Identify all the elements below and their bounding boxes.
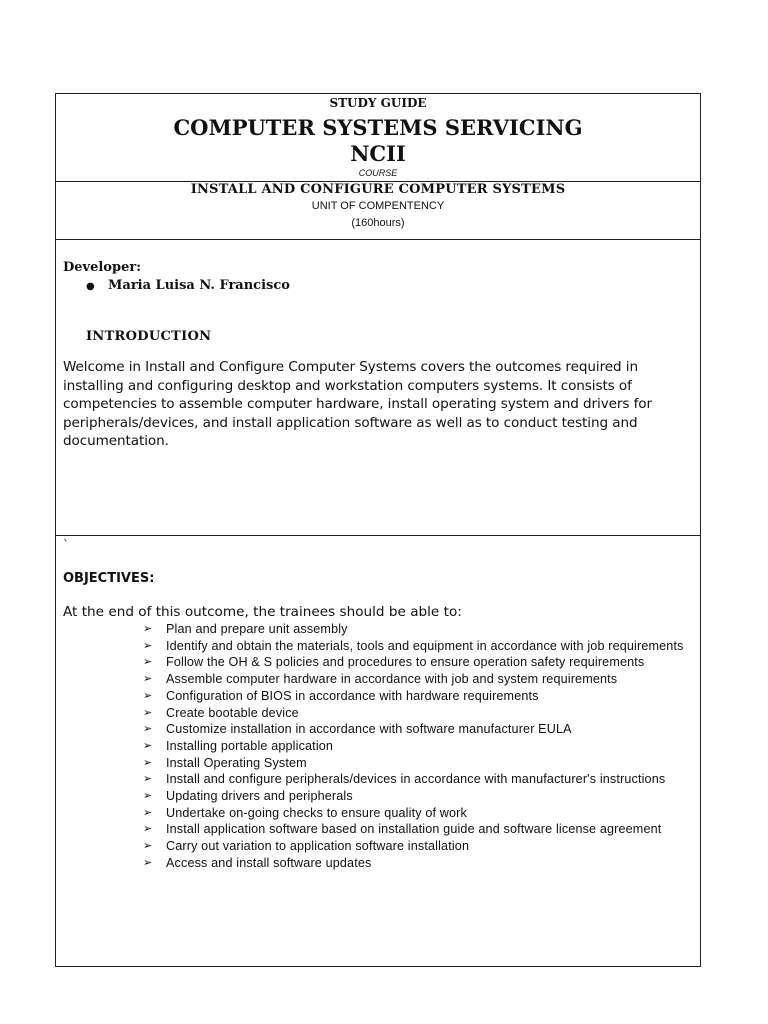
study-guide-label: STUDY GUIDE: [329, 96, 427, 110]
study-guide-document: [55, 93, 701, 967]
objective-text: Follow the OH & S policies and procedures to ensure operation safety requirements: [166, 655, 645, 670]
list-item: [143, 855, 693, 872]
objective-text: Assemble computer hardware in accordance with job and system requirements: [166, 672, 618, 687]
list-item: [143, 721, 693, 738]
arrow-bullet-icon: ➢: [143, 622, 153, 635]
unit-title: INSTALL AND CONFIGURE COMPUTER SYSTEMS: [190, 182, 566, 197]
unit-hours: (160hours): [351, 217, 405, 229]
course-title: COMPUTER SYSTEMS SERVICING: [173, 115, 583, 140]
arrow-bullet-icon: ➢: [143, 839, 153, 853]
arrow-bullet-icon: ➢: [143, 772, 153, 786]
list-item: [143, 705, 693, 722]
arrow-bullet-icon: ➢: [143, 655, 153, 669]
objective-text: Installing portable application: [166, 738, 334, 753]
objective-text: Access and install software updates: [166, 855, 372, 870]
unit-label: UNIT OF COMPENTENCY: [311, 200, 445, 212]
objective-text: Carry out variation to application software installation: [166, 839, 470, 854]
bullet-icon: ●: [86, 281, 95, 292]
objective-text: Install and configure peripherals/devices in accordance with manufacturer's instructions: [166, 772, 666, 787]
objective-text: Create bootable device: [166, 705, 299, 720]
list-item: [143, 771, 693, 788]
objective-text: Customize installation in accordance with software manufacturer EULA: [166, 722, 572, 737]
list-item: [143, 788, 693, 805]
stray-tick-mark: `: [63, 538, 69, 552]
objectives-heading: OBJECTIVES:: [63, 571, 155, 586]
objectives-list: [63, 621, 693, 872]
list-item: [143, 838, 693, 855]
objectives-section: [56, 538, 700, 966]
introduction-section: [56, 259, 700, 536]
list-item: [143, 805, 693, 822]
objectives-lead: At the end of this outcome, the trainees should be able to:: [63, 604, 462, 620]
arrow-bullet-icon: ➢: [143, 755, 153, 769]
list-item: [143, 671, 693, 688]
list-item: [143, 755, 693, 772]
arrow-bullet-icon: ➢: [143, 738, 153, 752]
list-item: [143, 654, 693, 671]
arrow-bullet-icon: ➢: [143, 789, 153, 803]
developer-label: Developer:: [63, 260, 141, 275]
arrow-bullet-icon: ➢: [143, 722, 153, 736]
objective-text: Install application software based on installation guide and software license agreement: [166, 822, 662, 837]
arrow-bullet-icon: ➢: [143, 805, 153, 819]
objective-text: Configuration of BIOS in accordance with hardware requirements: [166, 688, 539, 703]
list-item: [143, 821, 693, 838]
developer-name: Maria Luisa N. Francisco: [108, 278, 290, 293]
introduction-heading: INTRODUCTION: [86, 329, 212, 344]
objective-text: Install Operating System: [166, 755, 307, 770]
developer-item: [63, 277, 693, 296]
introduction-text: Welcome in Install and Configure Computer Systems covers the outcomes required in installing and configuring desktop and workstation computers systems. It consists of competencies to assemble computer hardware, install operating system and drivers for peripherals/devices, and install application software as well as to conduct testing and documentation.: [63, 359, 653, 449]
list-item: [143, 688, 693, 705]
objective-text: Undertake on-going checks to ensure quality of work: [166, 805, 467, 820]
arrow-bullet-icon: ➢: [143, 822, 153, 836]
objective-text: Plan and prepare unit assembly: [166, 622, 348, 636]
arrow-bullet-icon: ➢: [143, 672, 153, 686]
title-section: [56, 94, 700, 182]
course-label: COURSE: [358, 168, 398, 178]
list-item: [143, 621, 693, 638]
unit-section: [56, 182, 700, 240]
objective-text: Updating drivers and peripherals: [166, 789, 353, 804]
objective-text: Identify and obtain the materials, tools and equipment in accordance with job requirements: [166, 638, 684, 653]
arrow-bullet-icon: ➢: [143, 705, 153, 719]
course-level: NCII: [350, 141, 406, 166]
arrow-bullet-icon: ➢: [143, 638, 153, 652]
list-item: [143, 738, 693, 755]
arrow-bullet-icon: ➢: [143, 688, 153, 702]
list-item: [143, 638, 693, 655]
arrow-bullet-icon: ➢: [143, 855, 153, 869]
